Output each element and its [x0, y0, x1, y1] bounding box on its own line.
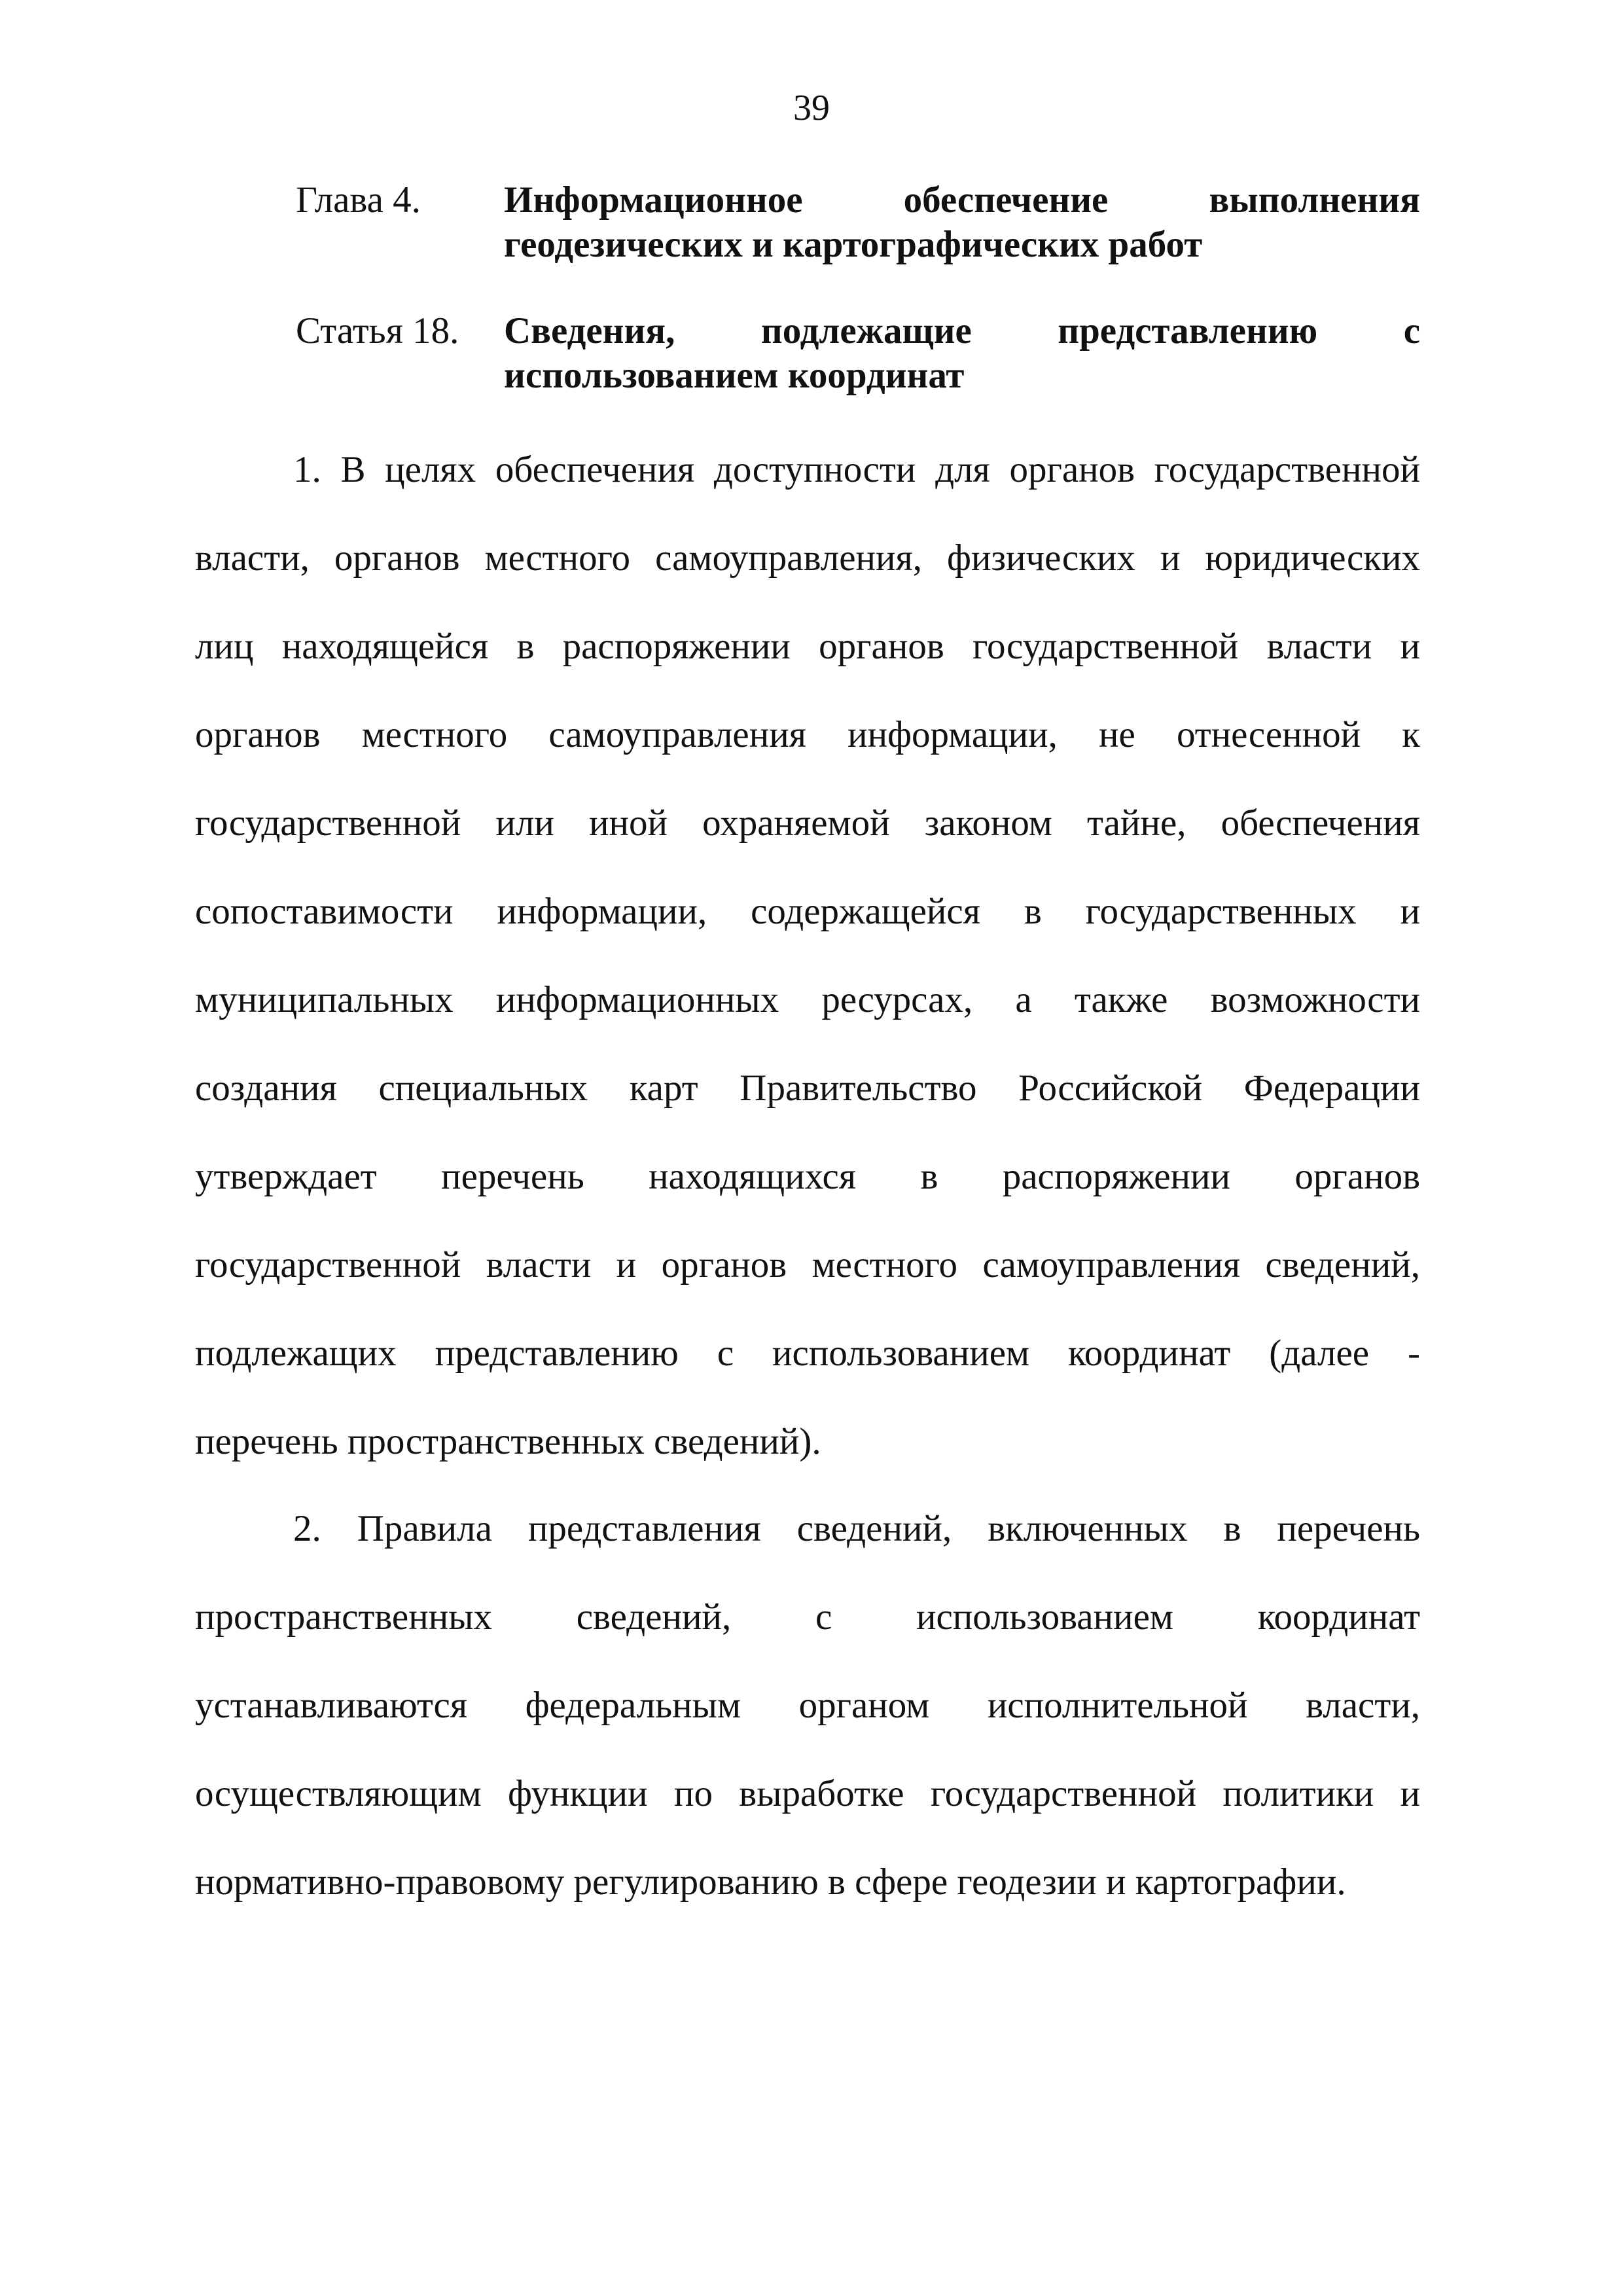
paragraph-1-line: лиц находящейся в распоряжении органов государственной власти и [195, 626, 1420, 667]
chapter-title-line-1: Информационное обеспечение выполнения [504, 179, 1420, 221]
paragraph-1-line: подлежащих представлению с использованием координат (далее - [195, 1333, 1420, 1374]
paragraph-1-line: государственной или иной охраняемой законом тайне, обеспечения [195, 802, 1420, 844]
chapter-title-line-2: геодезических и картографических работ [504, 224, 1203, 265]
article-title-line-1: Сведения, подлежащие представлению с [504, 310, 1420, 351]
paragraph-1-line: 1. В целях обеспечения доступности для органов государственной [293, 449, 1420, 490]
article-title [504, 309, 1420, 398]
paragraph-2-line: нормативно-правовому регулированию в сфере геодезии и картографии. [195, 1861, 1346, 1903]
paragraph-2 [195, 1484, 1420, 1926]
paragraph-1-line: перечень пространственных сведений). [195, 1421, 821, 1462]
page-number: 39 [793, 88, 830, 128]
paragraph-2-line: пространственных сведений, с использованием координат [195, 1596, 1420, 1638]
paragraph-2-line: осуществляющим функции по выработке государственной политики и [195, 1773, 1420, 1814]
article-label: Статья 18. [296, 310, 459, 351]
article-title-line-2: использованием координат [504, 355, 965, 396]
paragraph-2-line: устанавливаются федеральным органом исполнительной власти, [195, 1685, 1420, 1726]
article-heading [296, 309, 1420, 398]
chapter-heading [296, 178, 1420, 267]
paragraph-1-line: власти, органов местного самоуправления, физических и юридических [195, 537, 1420, 579]
paragraph-1-line: сопоставимости информации, содержащейся в государственных и [195, 891, 1420, 932]
paragraph-1-line: государственной власти и органов местного самоуправления сведений, [195, 1244, 1420, 1285]
paragraph-1-line: утверждает перечень находящихся в распоряжении органов [195, 1156, 1420, 1197]
chapter-label: Глава 4. [296, 179, 421, 221]
paragraph-1-line: муниципальных информационных ресурсах, а также возможности [195, 979, 1420, 1020]
paragraph-1-line: создания специальных карт Правительство Российской Федерации [195, 1067, 1420, 1109]
paragraph-1 [195, 425, 1420, 1486]
chapter-title [504, 178, 1420, 267]
paragraph-2-line: 2. Правила представления сведений, включенных в перечень [293, 1508, 1420, 1549]
paragraph-1-line: органов местного самоуправления информации, не отнесенной к [195, 714, 1420, 755]
